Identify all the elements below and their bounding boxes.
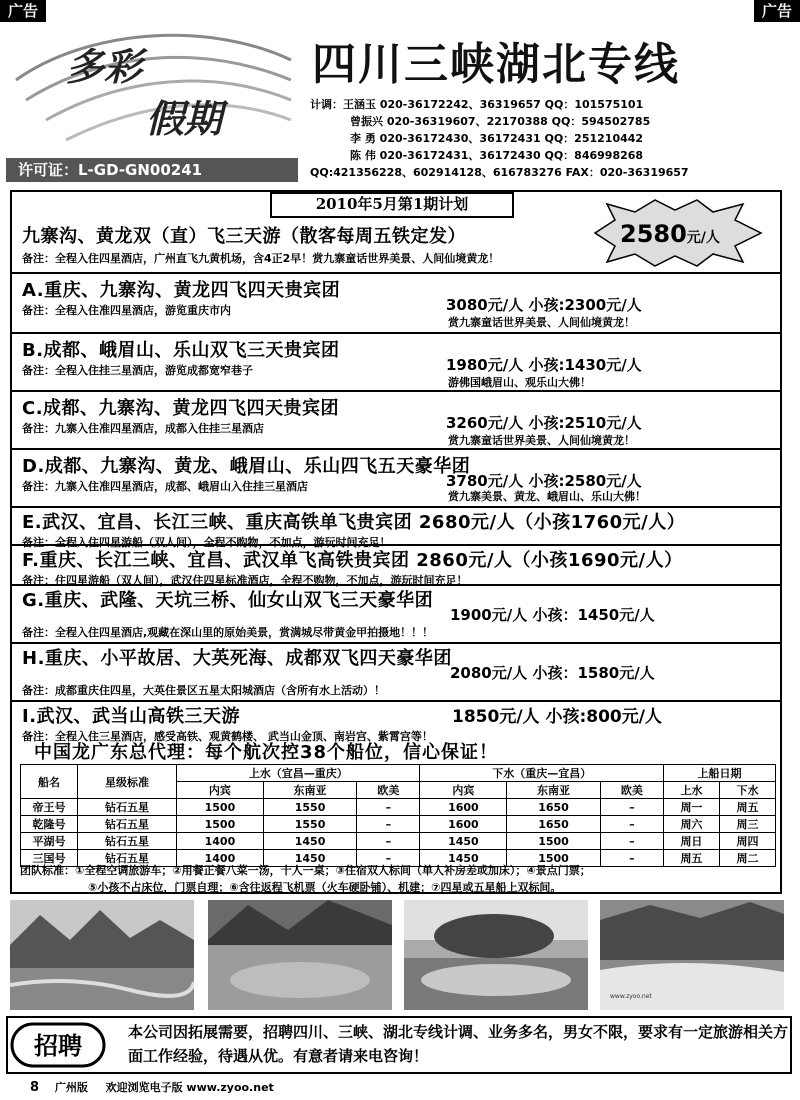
route-title: D.成都、九寨沟、黄龙、峨眉山、乐山四飞五天豪华团 [22,456,471,477]
scenic-photo-lake [208,900,392,1010]
plan-title: 2010年5月第1期计划 [270,192,514,218]
route-b [22,336,778,392]
route-highlight: 赏九寨童话世界美景、人间仙境黄龙！ [448,316,635,329]
route-h [22,644,778,700]
table-subheader: 欧美 [357,782,420,799]
table-cell: 周五 [719,799,775,816]
table-subheader: 东南亚 [507,782,600,799]
table-header: 星级标准 [78,765,177,799]
route-title: C.成都、九寨沟、黄龙四飞四天贵宾团 [22,398,340,419]
edition-label: 广州版 [54,1081,88,1094]
table-cell: 三国号 [21,850,78,867]
route-price: 3780元/人 小孩:2580元/人 [446,472,642,490]
route-note: 备注：全程入住准四星酒店，游览重庆市内 [22,304,231,317]
table-cell: 1450 [420,850,507,867]
table-cell: – [357,799,420,816]
cruise-price-table [20,764,776,867]
brand-logo [6,20,298,160]
route-title: H.重庆、小平故居、大英死海、成都双飞四天豪华团 [22,648,452,669]
route-price: 1850元/人 小孩:800元/人 [452,707,662,727]
route-title: G.重庆、武隆、天坑三桥、仙女山双飞三天豪华团 [22,590,434,611]
table-cell: 1450 [263,833,356,850]
brand-line1: 多彩 [66,44,143,89]
table-cell: 周日 [663,833,719,850]
page-number: 8 [30,1080,40,1095]
table-cell: 周六 [663,816,719,833]
table-cell: – [357,833,420,850]
route-highlight: 赏九寨童话世界美景、人间仙境黄龙！ [448,434,635,447]
contact-row: 曾振兴 020-36319607、22170388 QQ：594502785 [350,115,651,128]
recruit-text: 本公司因拓展需要，招聘四川、三峡、湖北专线计调、业务多名，男女不限，要求有一定旅游相关方面工作经验，待遇从优。有意者请来电咨询！ [128,1023,789,1065]
route-i [22,702,778,743]
divider [12,448,780,450]
table-cell: 1550 [263,816,356,833]
ad-tag-left: 广告 [0,0,46,22]
route-note: 备注：全程入住四星酒店,观藏在深山里的原始美景，赏满城尽带黄金甲拍摄地！！！ [22,626,434,639]
scenic-photo-falls [600,900,784,1010]
table-subheader: 欧美 [600,782,663,799]
table-subheader: 内宾 [177,782,264,799]
table-cell: 1400 [177,833,264,850]
route-price: 1900元/人 小孩：1450元/人 [450,606,655,624]
table-cell: 周三 [719,816,775,833]
scenic-photo-forest [10,900,194,1010]
route-price: 3260元/人 小孩:2510元/人 [446,414,642,432]
table-cell: – [600,799,663,816]
ad-tag-right: 广告 [754,0,800,22]
scenic-photo-pool [404,900,588,1010]
route-note: 备注：住四星游船（双人间），武汉住四星标准酒店，全程不购物，不加点，游玩时间充足！ [22,574,468,587]
route-note: 备注：全程入住四星游船（双人间），全程不购物，不加点，游玩时间充足！ [22,536,391,549]
route-price: 1980元/人 小孩:1430元/人 [446,356,642,374]
table-cell: 1500 [507,833,600,850]
route-note: 备注：成都重庆住四星，大英住景区五星太阳城酒店（含所有水上活动）！ [22,684,385,697]
table-cell: 1500 [177,816,264,833]
recruit-badge-label: 招聘 [34,1032,82,1060]
route-note: 备注：全程入住四星酒店，广州直飞九黄机场，含4正2早！赏九寨童话世界美景、人间仙境黄龙！ [22,252,500,265]
route-title: E.武汉、宜昌、长江三峡、重庆高铁单飞贵宾团 2680元/人（小孩1760元/人） [22,512,686,533]
table-subheader: 上水 [663,782,719,799]
route-highlight: 游佛国峨眉山、观乐山大佛！ [448,376,591,389]
footer-link[interactable]: 欢迎浏览电子版 www.zyoo.net [105,1081,274,1094]
table-cell: 钻石五星 [78,799,177,816]
table-cell: 1550 [263,799,356,816]
table-header: 下水（重庆—宜昌） [420,765,663,782]
page-footer [30,1079,274,1095]
agency-banner: 中国龙广东总代理：每个航次控38个船位，信心保证！ [34,742,499,763]
divider [12,390,780,392]
table-cell: 平湖号 [21,833,78,850]
headline: 四川三峡湖北专线 [312,39,680,90]
recruit-badge [10,1022,106,1068]
table-cell: 周五 [663,850,719,867]
route-d [22,452,778,508]
brand-line2: 假期 [146,96,223,141]
contact-row: QQ:421356228、602914128、616783276 FAX：020-36319657 [310,166,689,179]
route-note: 备注：全程入住挂三星酒店，游览成都宽窄巷子 [22,364,253,377]
route-price: 3080元/人 小孩:2300元/人 [446,296,642,314]
table-cell: 1500 [507,850,600,867]
photo-strip [10,900,790,1010]
table-cell: 1650 [507,816,600,833]
route-f [22,546,778,588]
route-note: 备注：全程入住三星酒店，感受高铁、观黄鹤楼、 武当山金顶、南岩宫、紫霄宫等！ [22,730,433,743]
route-price: 2080元/人 小孩：1580元/人 [450,664,655,682]
route-title: A.重庆、九寨沟、黄龙四飞四天贵宾团 [22,280,341,301]
featured-price-unit: 元/人 [686,230,720,246]
table-cell: 钻石五星 [78,816,177,833]
route-highlight: 赏九寨美景、黄龙、峨眉山、乐山大佛！ [448,490,646,503]
table-row [21,816,776,833]
table-cell: 帝王号 [21,799,78,816]
table-cell: 1600 [420,816,507,833]
table-cell: – [600,816,663,833]
table-cell: 乾隆号 [21,816,78,833]
route-title: F.重庆、长江三峡、宜昌、武汉单飞高铁贵宾团 2860元/人（小孩1690元/人） [22,550,683,571]
photo-caption: www.zyoo.net [610,993,652,1000]
route-note: 备注：九寨入住准四星酒店，成都入住挂三星酒店 [22,422,264,435]
table-subheader: 下水 [719,782,775,799]
table-cell: – [357,816,420,833]
table-cell: 1650 [507,799,600,816]
route-c [22,394,778,450]
standards-line: 团队标准：①全程空调旅游车；②用餐正餐八菜一汤，十人一桌；③住宿双人标间（单人补房差或加床）；④景点门票； [20,864,591,877]
table-header: 上水（宜昌—重庆） [177,765,420,782]
route-note: 备注：九寨入住准四星酒店，成都、峨眉山入住挂三星酒店 [22,480,308,493]
route-a [22,276,778,332]
table-cell: 1600 [420,799,507,816]
route-title: 九寨沟、黄龙双（直）飞三天游（散客每周五铁定发） [22,226,466,247]
contact-block [310,96,790,181]
table-subheader: 东南亚 [263,782,356,799]
contact-row: 陈 伟 020-36172431、36172430 QQ：846998268 [350,149,644,162]
license-number: 许可证：L-GD-GN00241 [6,158,298,182]
divider [12,332,780,334]
table-cell: 周二 [719,850,775,867]
table-cell: – [357,850,420,867]
route-title: I.武汉、武当山高铁三天游 [22,706,241,727]
table-cell: – [600,850,663,867]
table-cell: 1400 [177,850,264,867]
table-cell: 1450 [263,850,356,867]
contact-row: 计调：王涵玉 020-36172242、36319657 QQ：101575101 [310,98,644,111]
table-cell: 1500 [177,799,264,816]
divider [12,272,780,274]
table-row [21,833,776,850]
table-header: 船名 [21,765,78,799]
contact-row: 李 勇 020-36172430、36172431 QQ：251210442 [350,132,644,145]
table-cell: 钻石五星 [78,833,177,850]
standards-line: ⑤小孩不占床位，门票自理；⑥含往返程飞机票（火车硬卧铺）、机建；⑦四星或五星船上双标间。 [88,881,562,894]
table-row [21,799,776,816]
team-standards [20,862,780,896]
route-title: B.成都、峨眉山、乐山双飞三天贵宾团 [22,340,340,361]
featured-price [620,220,720,248]
table-cell: – [600,833,663,850]
table-subheader: 内宾 [420,782,507,799]
table-cell: 周四 [719,833,775,850]
route-g [22,586,778,642]
table-cell: 周一 [663,799,719,816]
table-header: 上船日期 [663,765,775,782]
table-cell: 钻石五星 [78,850,177,867]
featured-price-value: 2580 [620,220,687,248]
table-cell: 1450 [420,833,507,850]
